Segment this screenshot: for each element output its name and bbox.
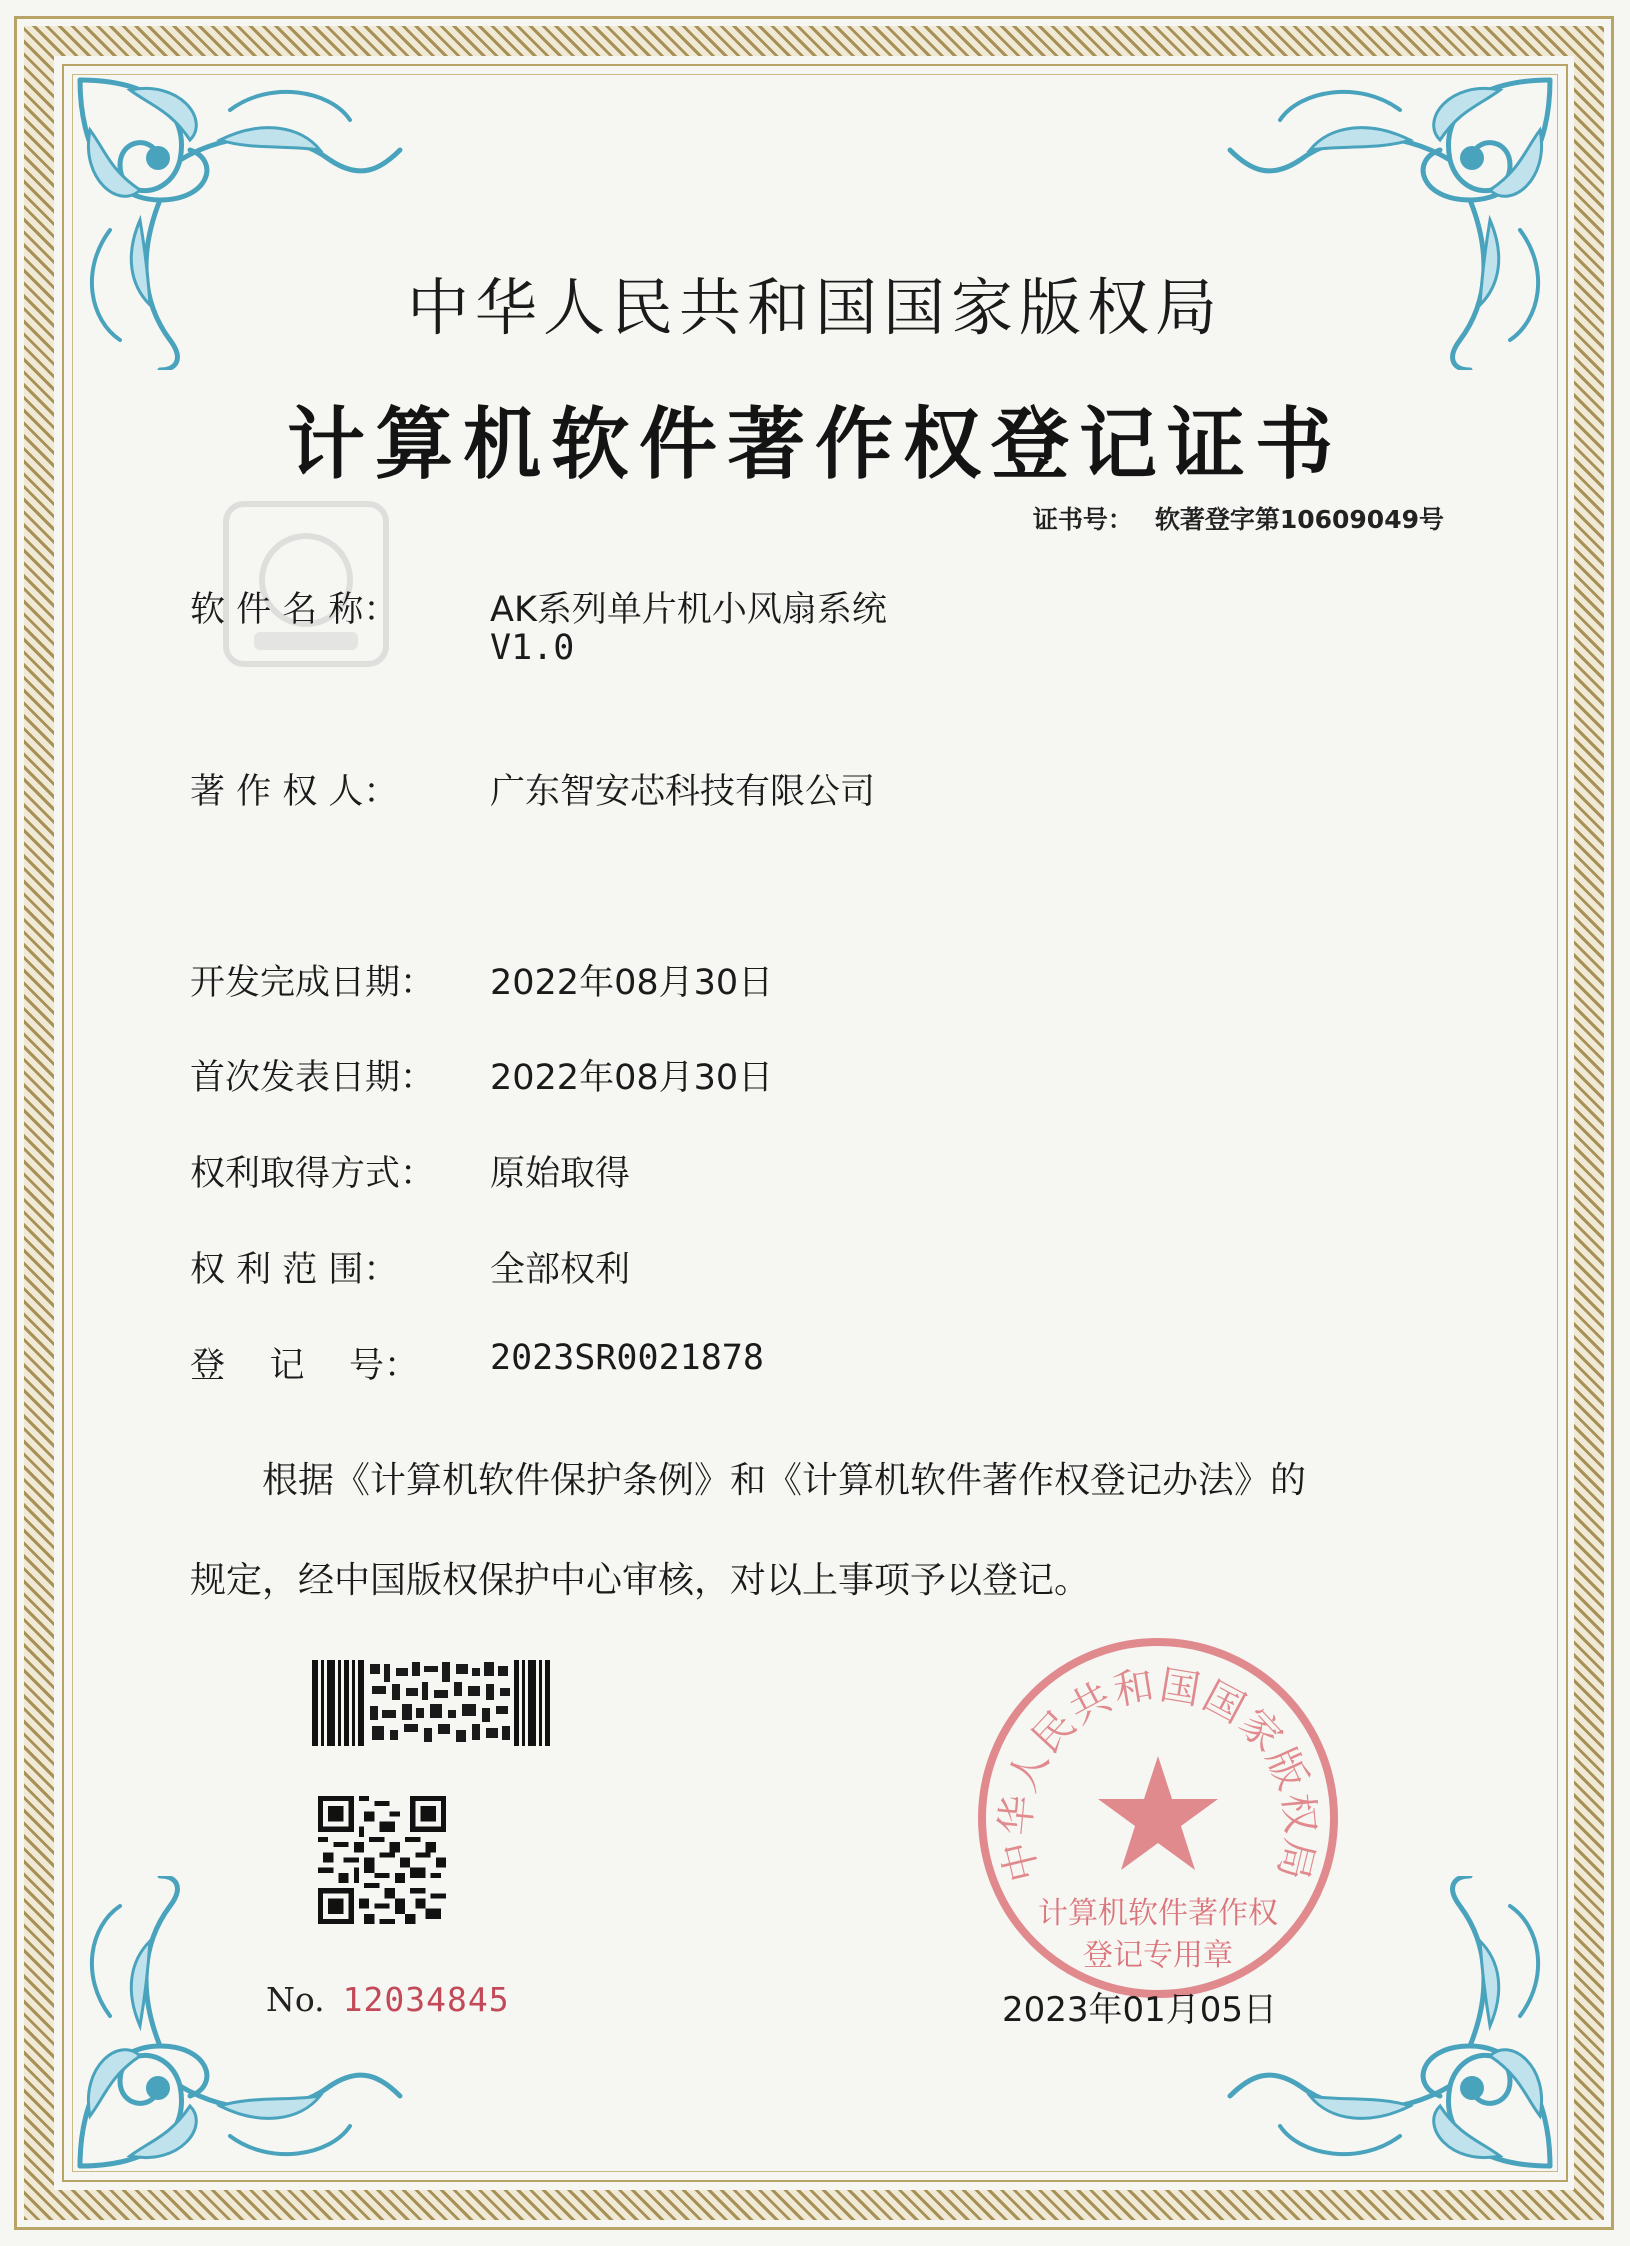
field-registration-number: [190, 1338, 764, 1388]
publish-date-value: 2022年08月30日: [490, 1058, 774, 1098]
issuing-authority: 中华人民共和国国家版权局: [406, 271, 1223, 344]
field-software-version: [490, 628, 574, 668]
acquisition-label: 权利取得方式：: [190, 1154, 436, 1194]
software-name-label: 软 件 名 称：: [190, 590, 399, 630]
field-owner: [190, 764, 875, 814]
scope-value: 全部权利: [490, 1250, 631, 1290]
barcode: [312, 1660, 550, 1746]
seal-ring-text: 中华人民共和国国家版权局: [992, 1662, 1324, 1887]
statement-line-1: 根据《计算机软件保护条例》和《计算机软件著作权登记办法》的: [262, 1460, 1307, 1501]
software-name-line1: AK系列单片机小风扇系统: [490, 590, 887, 630]
reg-number-value: 2023SR0021878: [490, 1338, 764, 1378]
serial-value: 12034845: [342, 1980, 510, 2019]
certificate-number-value: 软著登字第10609049号: [1154, 505, 1444, 534]
seal-text-line2: 登记专用章: [1083, 1938, 1233, 1973]
serial-prefix: No.: [266, 1980, 325, 2019]
owner-value: 广东智安芯科技有限公司: [490, 772, 876, 812]
field-completion-date: [190, 955, 773, 1005]
certificate-number: [1033, 500, 1444, 536]
completion-date-label: 开发完成日期：: [190, 963, 436, 1003]
field-software-name: [190, 582, 887, 632]
serial-number: [266, 1980, 510, 2019]
certificate-title: 计算机软件著作权登记证书: [286, 399, 1343, 490]
owner-label: 著 作 权 人：: [190, 772, 399, 812]
certificate-number-label: 证书号：: [1032, 505, 1133, 534]
field-rights-scope: [190, 1242, 630, 1292]
seal-text-line1: 计算机软件著作权: [1038, 1896, 1278, 1931]
scope-label: 权 利 范 围：: [190, 1250, 399, 1290]
field-publish-date: [190, 1050, 773, 1100]
acquisition-value: 原始取得: [490, 1154, 631, 1194]
software-name-line2: V1.0: [490, 628, 575, 668]
publish-date-label: 首次发表日期：: [190, 1058, 436, 1098]
issue-date: 2023年01月05日: [1002, 1990, 1278, 2030]
field-acquisition-method: [190, 1146, 630, 1196]
qr-code: [318, 1796, 446, 1924]
statement-line-2: 规定，经中国版权保护中心审核，对以上事项予以登记。: [190, 1560, 1091, 1601]
completion-date-value: 2022年08月30日: [490, 963, 774, 1003]
reg-number-label: 登 记 号：: [190, 1346, 420, 1386]
